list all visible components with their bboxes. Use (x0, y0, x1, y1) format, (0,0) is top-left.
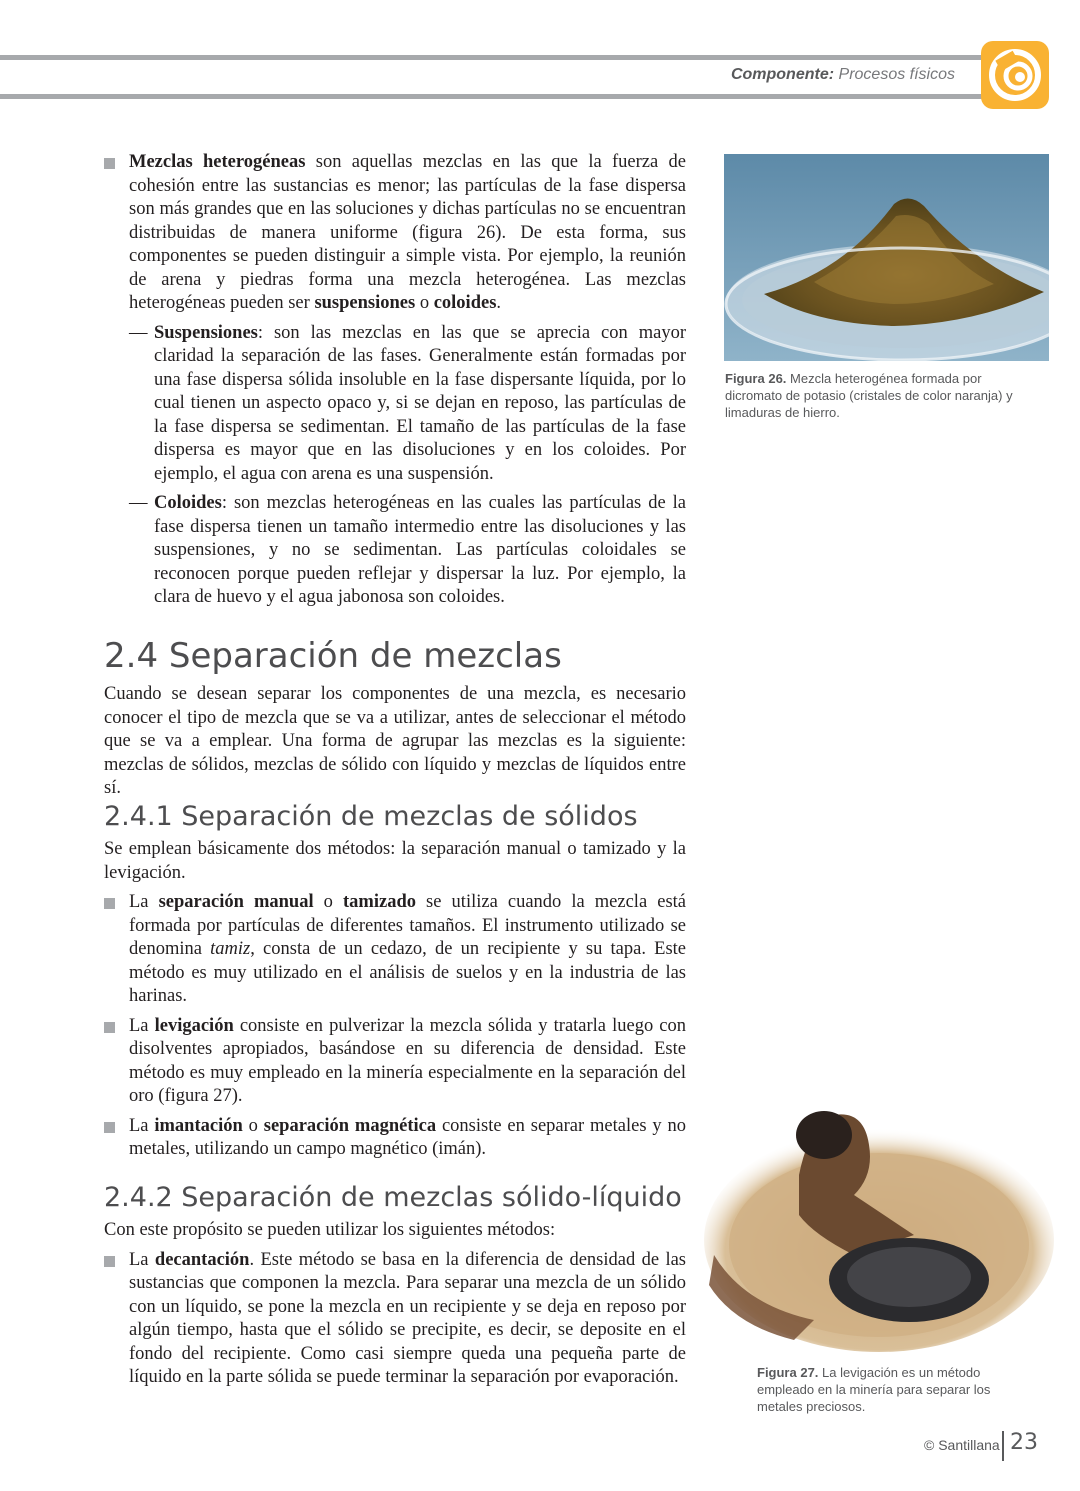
footer-copyright: © Santillana (924, 1437, 1000, 1453)
bullet-imantacion: La imantación o separación magnética consiste en separar metales y no metales, utilizando un campo magnético (imán). (104, 1115, 686, 1162)
heading-2-4: 2.4 Separación de mezclas (104, 636, 562, 676)
header-component (731, 66, 955, 84)
figure-27-image (704, 1105, 1054, 1353)
bullet-decantacion: La decantación. Este método se basa en la diferencia de densidad de las sustancias que componen la mezcla. Para separar una mezcla de un sólido con un líquido, se pone la mezcla en un recipiente y se deja en reposo por algún tiempo, hasta que el sólido se precipite, es decir, se deposite en el fondo del recipiente. Como casi siempre queda una pequeña parte de líquido en la parte sólida se puede terminar la separación por evaporación. (104, 1249, 686, 1390)
header-rule-bottom (0, 94, 1000, 99)
dash-coloides: — Coloides: son mezclas heterogéneas en las cuales las partículas de la fase dispersa tienen un tamaño intermedio entre las disoluciones y las suspensiones, y no se sedimentan. Las partículas coloidales se reconocen porque pueden reflejar y dispersar la luz. Por ejemplo, la clara de huevo y el agua jabonosa son coloides. (129, 493, 686, 607)
page-number: 23 (1010, 1430, 1038, 1455)
intro-block (104, 151, 686, 616)
bullet-tamizado: La separación manual o tamizado se utiliza cuando la mezcla está formada por partículas de diferentes tamaños. El instrumento utilizado se denomina tamiz, consta de un cedazo, de un recipiente y su tapa. Este método es muy utilizado en el análisis de suelos y en la industria de las harinas. (104, 891, 686, 1009)
section-2-4-2 (104, 1181, 686, 1396)
figure-27-caption: Figura 27. La levigación es un método empleado en la minería para separar los metales preciosos. (757, 1365, 991, 1414)
heading-2-4-1: 2.4.1 Separación de mezclas de sólidos (104, 801, 638, 832)
section-2-4-1 (104, 800, 686, 1168)
header-label: Componente: (730, 66, 835, 83)
bullet-mezclas-heterogeneas: Mezclas heterogéneas son aquellas mezclas en las que la fuerza de cohesión entre las sustancias es menor; las partículas de la fase dispersa son más grandes que en las soluciones y dichas partículas no se encuentran distribuidas de manera uniforme (figura 26). De esta forma, sus componentes se pueden distinguir a simple vista. Por ejemplo, la reunión de arena y piedras forma una mezcla heterogénea. Las mezclas heterogéneas pueden ser suspensiones o coloides. (104, 151, 686, 316)
dash-suspensiones: — Suspensiones: son las mezclas en las que se aprecia con mayor claridad la separación de las fases. Generalmente están formadas por una fase dispersa sólida insoluble en la fase dispersante líquida, por lo cual tienen un aspecto opaco y, si se dejan en reposo, las partículas de la fase dispersa se sedimentan. El tamaño de las partículas de la fase dispersa es mayor que en las disoluciones y en los coloides. Por ejemplo, el agua con arena es una suspensión. (129, 322, 686, 484)
header-rule-top (0, 55, 1000, 60)
para-2-4-1: Se emplean básicamente dos métodos: la separación manual o tamizado y la levigación. (104, 839, 686, 883)
footer-separator (1002, 1431, 1004, 1461)
header-subject: Procesos físicos (838, 66, 955, 83)
figure-26-caption: Figura 26. Mezcla heterogénea formada por dicromato de potasio (cristales de color naranja) y limaduras de hierro. (725, 371, 1013, 420)
bullet-levigacion: La levigación consiste en pulverizar la mezcla sólida y tratarla luego con disolventes apropiados, basándose en su diferencia de densidad. Este método es muy empleado en la minería especialmente en la separación del oro (figura 27). (104, 1015, 686, 1109)
section-2-4 (104, 636, 686, 801)
para-2-4-2: Con este propósito se pueden utilizar los siguientes métodos: (104, 1220, 556, 1240)
heading-2-4-2: 2.4.2 Separación de mezclas sólido-líquido (104, 1182, 682, 1213)
section-logo-icon (981, 41, 1049, 109)
para-2-4: Cuando se desean separar los componentes de una mezcla, es necesario conocer el tipo de mezcla que se va a utilizar, antes de seleccionar el método que se va a emplear. Una forma de agrupar las mezclas es la siguiente: mezclas de sólidos, mezclas de sólido con líquido y mezclas de líquidos entre sí. (104, 684, 686, 798)
figure-26-image (724, 154, 1049, 361)
